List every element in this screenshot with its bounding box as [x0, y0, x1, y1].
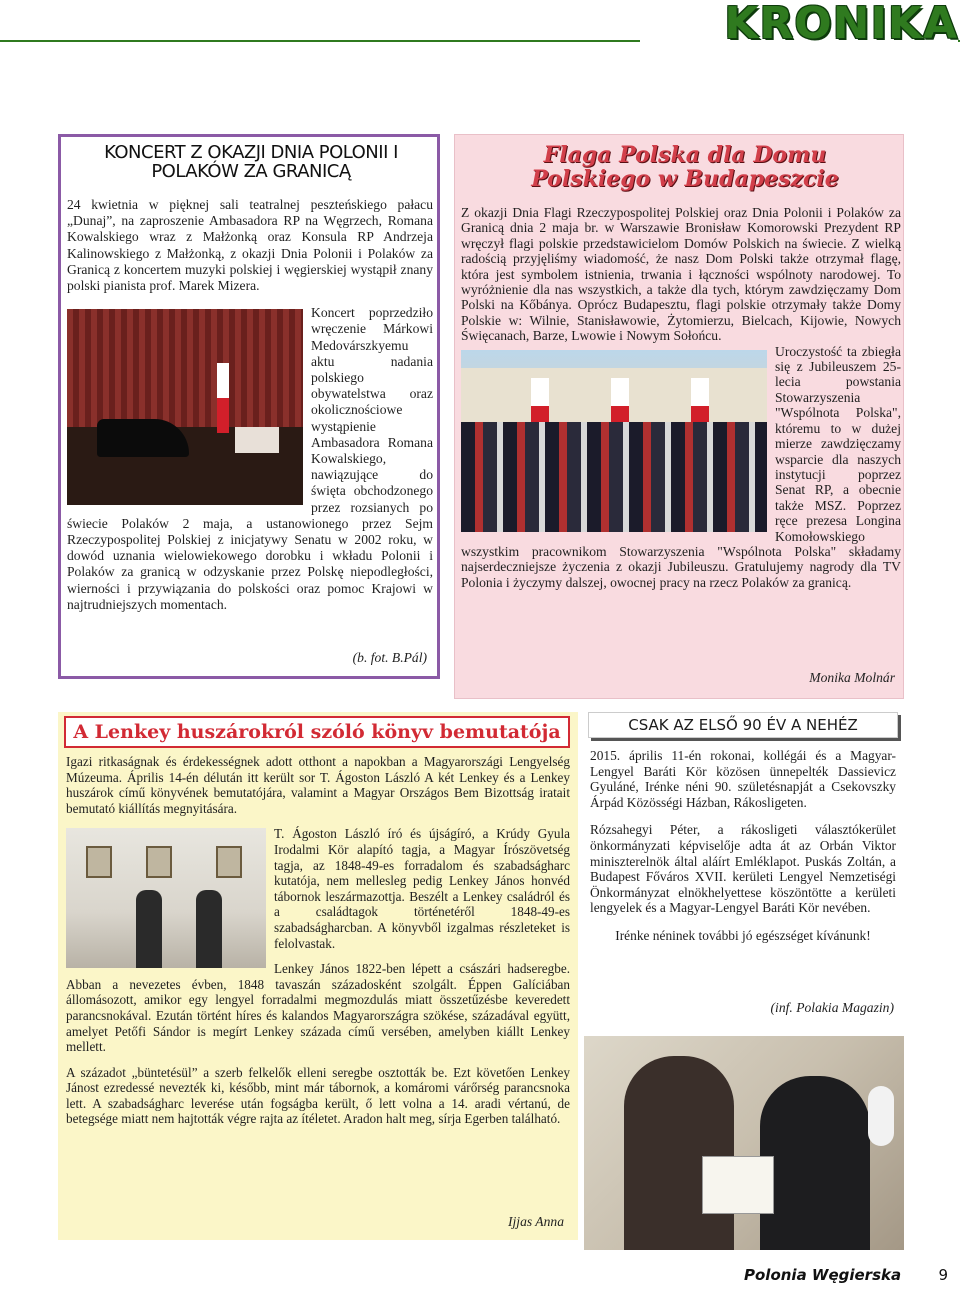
book-launch-photo [66, 828, 266, 968]
article-koncert-body [67, 197, 433, 624]
article-lenkey-paragraph: Lenkey János 1822-ben lépett a császári hadseregbe. Abban a nevezetes évben, 1848 tavaszán századosként szolgált. Éppen Galíciában állomásozott, amikor egy lengyel forradalmi megmozdulás miatt összetűzésbe keveredett parancsnokával. Ezután történt híres és kalandos Magyarországra szökése, századával együtt, amelyet Petőfi Sándor is megírt Lenkey százada című versében, amelyben kiállt Lenkey mellett. [66, 961, 570, 1055]
article-csak-paragraph: Rózsahegyi Péter, a rákosligeti választókerület önkormányzati képviselője adta át az Orbán Viktor miniszterelnök által aláírt Emléklapot. Puskás Zoltán, a Budapest Főváros XVII. kerületi Lengyel Nemzetiségi Önkormányzat elnökhelyettese köszöntötte a kerületi lengyelek és a Magyar-Lengyel Baráti Kör nevében. [590, 822, 896, 916]
article-lenkey-paragraph: A századot „büntetésül” a szerb felkelők elleni seregbe osztották be. Ezt követően Lenkey Jánost ezredessé nevezték ki, később, mint már tábornok, a komáromi várőrség parancsnoka lett. A szabadságharc leverése után fogságba került, ő lett volna a 14. aradi vértanú, de betegsége miatt nem hajtották végre rajta az ítéletet. Aradon halt meg, sírja Egerben található. [66, 1064, 570, 1127]
article-csak [588, 712, 904, 1036]
article-flaga [454, 134, 904, 699]
article-koncert-paragraph: 24 kwietnia w pięknej sali teatralnej peszteńskiego pałacu „Dunaj”, na zaproszenie Ambasadora RP na Węgrzech, Romana Kowalskiego wraz z Małżonką oraz Konsula RP Andrzeja Kalinowskiego z Małżonką, z okazji Dnia Polonii i Polaków za Granicą z koncertem muzyki polskiej i węgierskiej wystąpił znany polski pianista prof. Marek Mizera. [67, 197, 433, 294]
frame-shape [86, 846, 112, 878]
info-credit: (inf. Polakia Magazin) [770, 1000, 894, 1015]
article-lenkey-paragraph: Igazi ritkaságnak és érdekességnek adott otthont a napokban a Magyarországi Lengyelség Múzeuma. Április 14-én délután itt került sor T. Ágoston László A két Lenkey és a Lenkey huszárok című könyvének bemutatójára, valamint a Magyar Országos Bem Bizottság iratait bemutató kiállítás megnyitására. [66, 754, 570, 816]
birthday-photo [584, 1036, 904, 1250]
article-flaga-paragraph: Uroczystość ta zbiegła się z Jubileuszem 25-lecia powstania Stowarzyszenia "Wspólnota Polska", któremu to w dużej mierze zawdzięczamy wsparcie dla naszych instytucji poprzez Senat RP, a obecnie także MSZ. Poprzez ręce prezesa Longina Komołowskiego wszystkim pracownikom Stowarzyszenia "Wspólnota Polska" składamy najserdeczniejsze życzenia z okazji Jubileuszu. Gratulujemy nagrody dla TV Polonia i życzymy dalszej, owocnej pracy na rzecz Polaków za granicą. [461, 343, 901, 590]
concert-photo [67, 309, 303, 505]
people-shape [461, 422, 767, 532]
person-shape [136, 890, 162, 968]
author-signature: Monika Molnár [809, 670, 895, 685]
author-signature: Ijjas Anna [507, 1214, 564, 1229]
frame-shape [216, 846, 242, 878]
article-lenkey-body [66, 754, 570, 1137]
article-flaga-paragraph: Z okazji Dnia Flagi Rzeczypospolitej Polskiej oraz Dnia Polonii i Polaków za Granicą dnia 2 maja br. w Warszawie Bronisław Komorowski Prezydent RP wręczył flagi polskie przedstawicielom Domów Polskich na świecie. Z wielką radością przyjęliśmy wiadomość, że nasz Dom Polski także otrzymał flagę, która jest symbolem istnienia, trwania i łączności wspólnoty narodowej. To wyróżnienie dla nas wszystkich, a także dla tych, którym zawdzięczamy Dom Polski na Kőbánya. Oprócz Budapesztu, flagi polskie otrzymały także Domy Polskie w: Wilnie, Stanisławowie, Żytomierzu, Bielcach, Kijowie, Nowych Święcanach, Barze, Lwowie i Nowym Sołońcu. [461, 205, 901, 344]
magazine-name: Polonia Węgierska [744, 1266, 902, 1284]
person-shape [624, 1056, 734, 1250]
article-koncert-paragraph: Koncert poprzedziło wręczenie Márkowi Medovárszkyemu aktu nadania polskiego obywatelstwa oraz okolicznościowe wystąpienie Ambasadora Romana Kowalskiego, nawiązujące do święta obchodzonego przez rozsianych po świecie Polaków 2 maja, a ustanowionego przez Sejm Rzeczypospolitej Polskiej z inicjatywy Senatu w 2002 roku, w dowód uznania wielowiekowego dorobku i wkładu Polonii i Polaków za granicą w odzyskanie przez Polskę niepodległości, wierności i przywiązania do polskości oraz pomoc Krajowi w najtrudniejszych momentach. [67, 305, 433, 612]
flower-shape [868, 1086, 894, 1146]
article-lenkey-paragraph: T. Ágoston László író és újságíró, a Krúdy Gyula Irodalmi Kör alapító tagja, a Magyar Írószövetség tagja, az 1848-49-es forradalom és szabadságharc kutatója, nem mellesleg pedig Lenkey János honvéd tábornok leszármazottja. Beszélt a Lenkey családról és a családtagok történetéről 1848-49-es szabadságharcban. A könyvből izgalmas részleteket is felolvastak. [274, 826, 570, 951]
article-csak-title: CSAK AZ ELSŐ 90 ÉV A NEHÉZ [628, 716, 858, 734]
article-koncert [58, 134, 440, 679]
article-lenkey [58, 712, 578, 1240]
article-flaga-title: Flaga Polska dla Domu Polskiego w Budapeszcie [531, 142, 839, 192]
article-lenkey-title: A Lenkey huszárokról szóló könyv bemutatója [73, 721, 561, 743]
article-csak-paragraph: Irénke néninek további jó egészséget kívánunk! [615, 927, 871, 943]
frame-shape [146, 846, 172, 878]
photo-credit: (b. fot. B.Pál) [352, 650, 427, 665]
article-csak-header [588, 712, 898, 738]
person-shape [760, 1076, 870, 1250]
section-header [640, 0, 958, 49]
section-title: KRONIKA [724, 0, 958, 49]
page-footer [744, 1262, 954, 1288]
curtain-shape [67, 309, 303, 429]
article-csak-paragraph: 2015. április 11-én rokonai, kollégái és a Magyar-Lengyel Baráti Kör közösen ünnepelték Dassievicz Gyuláné, Irénke néni 90. születésnapját a Csekovszky Árpád Közösségi Házban, Rákosligeten. [590, 748, 896, 810]
article-koncert-title: KONCERT Z OKAZJI DNIA POLONII I POLAKÓW ZA GRANICĄ [104, 142, 398, 182]
page-number: 9 [938, 1266, 948, 1284]
group-photo [461, 350, 767, 532]
table-shape [235, 427, 279, 453]
person-shape [196, 890, 222, 968]
polish-flag-icon [217, 363, 229, 433]
article-lenkey-header [64, 716, 570, 748]
article-flaga-body [461, 205, 901, 590]
article-csak-body [590, 748, 896, 956]
document-shape [702, 1156, 774, 1214]
